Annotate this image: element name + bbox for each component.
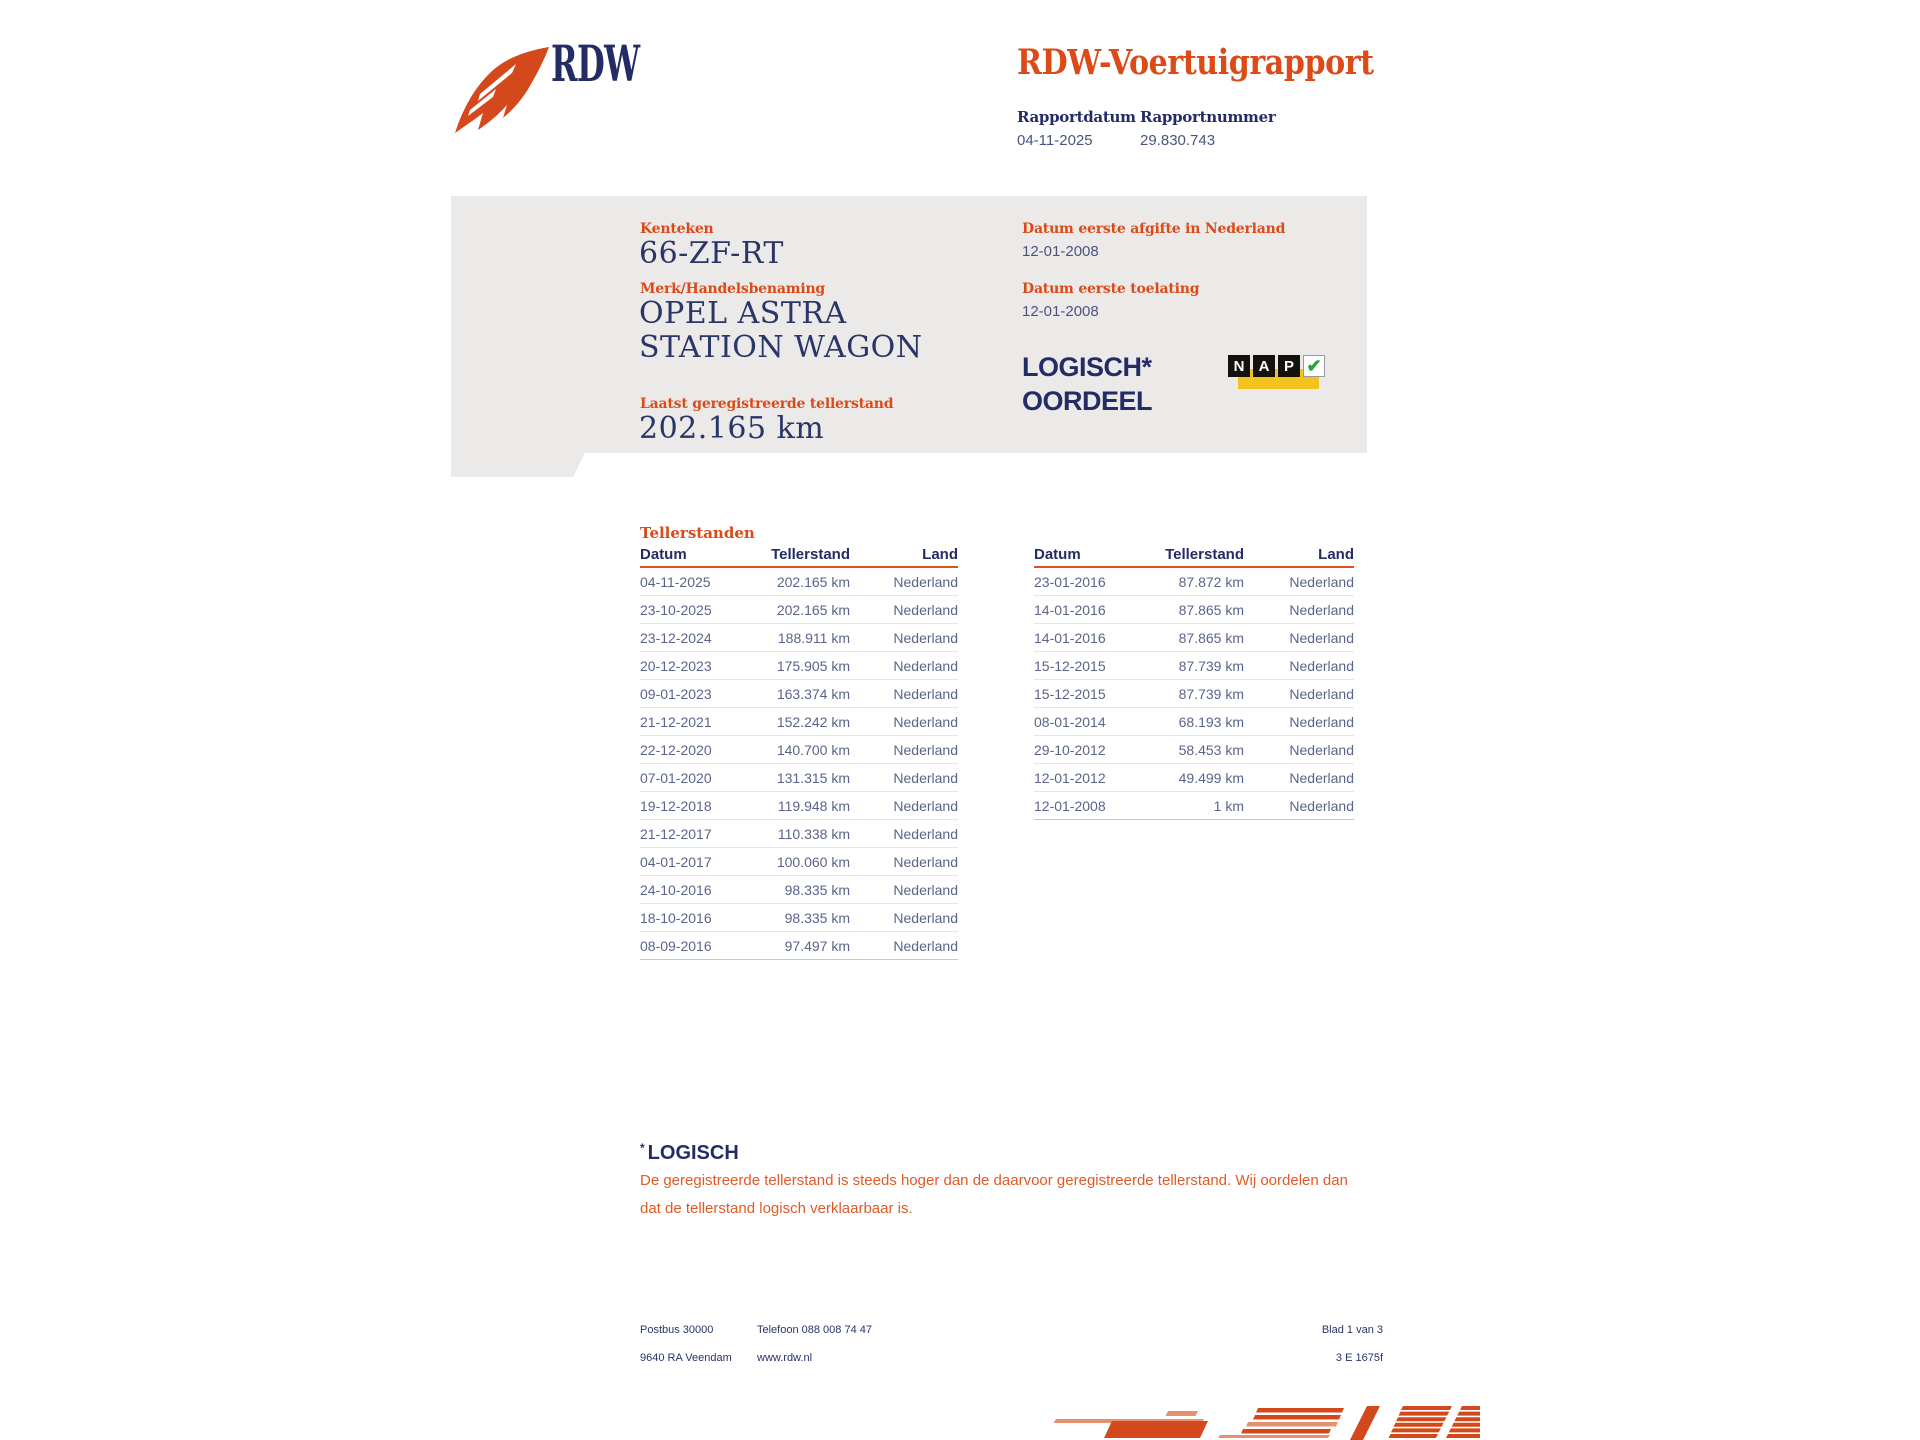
table-row [640,596,958,624]
cell-tellerstand: 140.700 km [776,741,850,758]
column-header-tellerstand: Tellerstand [1165,546,1244,563]
cell-tellerstand: 152.242 km [776,713,850,730]
table-body [1034,568,1354,820]
cell-tellerstand: 97.497 km [784,937,850,954]
cell-land: Nederland [1289,685,1354,702]
table-row [640,848,958,876]
table-row [1034,652,1354,680]
table-row [640,876,958,904]
table-row [1034,596,1354,624]
cell-land: Nederland [1289,629,1354,646]
cell-land: Nederland [893,881,958,898]
table-row [1034,764,1354,792]
page-title: RDW-Voertuigrapport [1017,42,1374,83]
cell-tellerstand: 110.338 km [777,825,850,842]
cell-datum: 22-12-2020 [640,741,712,758]
nap-check-icon: ✔ [1303,355,1325,377]
table-header-row [640,546,958,568]
column-header-datum: Datum [1034,546,1081,563]
cell-tellerstand: 119.948 km [777,797,850,814]
table-row [1034,792,1354,820]
tellerstanden-section-title: Tellerstanden [640,524,755,542]
toelating-label: Datum eerste toelating [1022,281,1200,297]
table-row [640,624,958,652]
column-header-tellerstand: Tellerstand [771,546,850,563]
table-row [1034,708,1354,736]
rdw-logo-text: RDW [551,34,640,93]
cell-datum: 08-01-2014 [1034,713,1106,730]
cell-datum: 04-11-2025 [640,573,711,590]
nap-logo [1228,354,1328,392]
cell-tellerstand: 202.165 km [776,573,850,590]
cell-tellerstand: 49.499 km [1178,769,1244,786]
cell-datum: 29-10-2012 [1034,741,1106,758]
cell-datum: 08-09-2016 [640,937,712,954]
footer-website: www.rdw.nl [757,1352,813,1364]
nap-letter-p: P [1278,355,1300,377]
cell-datum: 12-01-2012 [1034,769,1106,786]
merk-label: Merk/Handelsbenaming [640,281,826,297]
cell-tellerstand: 68.193 km [1178,713,1244,730]
cell-tellerstand: 175.905 km [776,657,850,674]
cell-land: Nederland [893,629,958,646]
cell-datum: 24-10-2016 [640,881,712,898]
table-row [640,568,958,596]
table-row [640,652,958,680]
cell-land: Nederland [1289,657,1354,674]
cell-tellerstand: 131.315 km [776,769,850,786]
cell-datum: 23-01-2016 [1034,573,1106,590]
afgifte-value: 12-01-2008 [1022,243,1099,260]
logisch-footnote-title [640,1141,739,1165]
footer-form-code: 3 E 1675f [1335,1352,1383,1364]
cell-land: Nederland [1289,601,1354,618]
cell-land: Nederland [893,657,958,674]
cell-land: Nederland [893,769,958,786]
table-row [640,904,958,932]
column-header-land: Land [922,546,958,563]
cell-tellerstand: 1 km [1213,797,1244,814]
cell-land: Nederland [893,573,958,590]
table-row [1034,568,1354,596]
cell-land: Nederland [893,909,958,926]
merk-line1: OPEL ASTRA [639,296,847,331]
cell-tellerstand: 100.060 km [776,853,850,870]
cell-tellerstand: 202.165 km [776,601,850,618]
footer-address-line2: 9640 RA Veendam [640,1352,732,1364]
column-header-datum: Datum [640,546,687,563]
oordeel-verdict [1022,350,1152,418]
oordeel-line2: OORDEEL [1022,386,1153,416]
table-row [640,708,958,736]
cell-land: Nederland [893,741,958,758]
table-row [640,820,958,848]
toelating-value: 12-01-2008 [1022,303,1099,320]
cell-datum: 14-01-2016 [1034,629,1106,646]
footnote-asterisk: * [640,1141,645,1155]
cell-tellerstand: 163.374 km [776,685,850,702]
rdw-logo-flame-icon [452,46,552,134]
cell-datum: 04-01-2017 [640,853,712,870]
cell-datum: 18-10-2016 [640,909,712,926]
cell-tellerstand: 87.739 km [1178,685,1244,702]
kenteken-value: 66-ZF-RT [639,236,784,271]
table-header-row [1034,546,1354,568]
cell-datum: 15-12-2015 [1034,657,1106,674]
cell-land: Nederland [1289,797,1354,814]
cell-tellerstand: 87.865 km [1178,601,1244,618]
cell-land: Nederland [893,853,958,870]
table-row [1034,736,1354,764]
cell-datum: 14-01-2016 [1034,601,1106,618]
report-date-label: Rapportdatum [1017,108,1136,126]
cell-datum: 23-12-2024 [640,629,712,646]
tellerstand-label: Laatst geregistreerde tellerstand [640,396,894,412]
table-row [640,680,958,708]
cell-land: Nederland [1289,769,1354,786]
cell-tellerstand: 58.453 km [1178,741,1244,758]
table-row [1034,680,1354,708]
afgifte-label: Datum eerste afgifte in Nederland [1022,221,1286,237]
odometer-table-left [640,546,958,960]
speed-lines-graphic [1050,1406,1480,1440]
footer-page-indicator: Blad 1 van 3 [1321,1324,1383,1336]
table-row [640,792,958,820]
table-row [640,932,958,960]
cell-land: Nederland [893,937,958,954]
table-body [640,568,958,960]
cell-datum: 23-10-2025 [640,601,712,618]
footnote-text-line1: De geregistreerde tellerstand is steeds hoger dan de daarvoor geregistreerde tellerstand. Wij oordelen dan [640,1172,1348,1189]
cell-land: Nederland [893,797,958,814]
cell-datum: 21-12-2021 [640,713,712,730]
table-row [640,764,958,792]
footnote-title-text: LOGISCH [647,1142,739,1164]
cell-tellerstand: 188.911 km [777,629,850,646]
cell-land: Nederland [893,825,958,842]
report-number-label: Rapportnummer [1140,108,1276,126]
cell-datum: 09-01-2023 [640,685,712,702]
cell-land: Nederland [1289,741,1354,758]
cell-tellerstand: 98.335 km [784,881,850,898]
cell-tellerstand: 98.335 km [784,909,850,926]
cell-land: Nederland [893,713,958,730]
table-row [640,736,958,764]
table-row [1034,624,1354,652]
cell-land: Nederland [1289,713,1354,730]
cell-land: Nederland [1289,573,1354,590]
cell-tellerstand: 87.865 km [1178,629,1244,646]
cell-datum: 12-01-2008 [1034,797,1106,814]
cell-datum: 07-01-2020 [640,769,712,786]
cell-tellerstand: 87.739 km [1178,657,1244,674]
cell-datum: 15-12-2015 [1034,685,1106,702]
cell-land: Nederland [893,601,958,618]
oordeel-line1: LOGISCH* [1022,352,1152,382]
nap-letter-n: N [1228,355,1250,377]
merk-line2: STATION WAGON [639,330,923,365]
cell-land: Nederland [893,685,958,702]
cell-datum: 19-12-2018 [640,797,712,814]
cell-datum: 21-12-2017 [640,825,712,842]
cell-tellerstand: 87.872 km [1178,573,1244,590]
tellerstand-value: 202.165 km [639,411,825,446]
footnote-text-line2: dat de tellerstand logisch verklaarbaar is. [640,1200,913,1217]
column-header-land: Land [1318,546,1354,563]
cell-datum: 20-12-2023 [640,657,712,674]
kenteken-label: Kenteken [640,221,714,237]
nap-letter-a: A [1253,355,1275,377]
footer-phone: Telefoon 088 008 74 47 [757,1324,872,1336]
report-date-value: 04-11-2025 [1017,132,1093,149]
footer-address-line1: Postbus 30000 [640,1324,714,1336]
odometer-table-right [1034,546,1354,820]
report-number-value: 29.830.743 [1140,132,1216,149]
